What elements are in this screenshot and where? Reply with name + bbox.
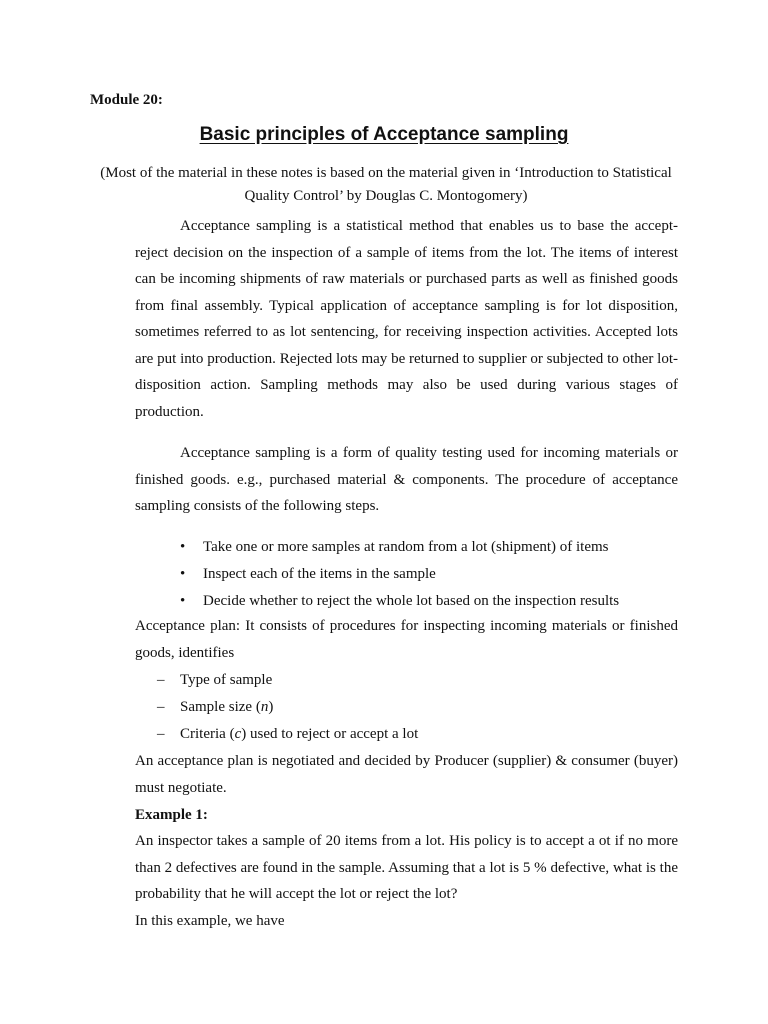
criteria-suffix: ) used to reject or accept a lot <box>241 726 419 742</box>
source-note: (Most of the material in these notes is based on the material given in ‘Introduction to Statistical Quality Control’ by Douglas C. Montogomery) <box>100 165 672 204</box>
sample-size-prefix: Sample size ( <box>180 699 261 715</box>
list-item: • Inspect each of the items in the sample <box>180 561 700 588</box>
criteria-prefix: Criteria ( <box>180 726 235 742</box>
list-item <box>157 721 677 748</box>
list-item: – Type of sample <box>157 667 677 694</box>
list-item: • Decide whether to reject the whole lot based on the inspection results <box>180 588 700 615</box>
procedure-paragraph: Acceptance sampling is a form of quality testing used for incoming materials or finished goods. e.g., purchased material & components. The procedure of acceptance sampling consists of the following steps. <box>135 445 678 514</box>
sample-size-symbol: n <box>260 699 269 715</box>
list-item: • Take one or more samples at random from a lot (shipment) of items <box>180 534 700 561</box>
list-item <box>157 694 677 721</box>
sample-size-suffix: ) <box>268 699 274 715</box>
example-text: An inspector takes a sample of 20 items from a lot. His policy is to accept a ot if no more than 2 defectives are found in the sample. Assuming that a lot is 5 % defective, what is the probability that he will accept the lot or reject the lot? <box>135 833 678 902</box>
module-label: Module 20: <box>90 92 163 108</box>
plan-items-list <box>157 667 677 748</box>
criteria-symbol: c <box>234 726 242 742</box>
example-lead-text: In this example, we have <box>135 913 285 929</box>
steps-list <box>180 534 700 615</box>
negotiation-text: An acceptance plan is negotiated and decided by Producer (supplier) & consumer (buyer) must negotiate. <box>135 753 678 796</box>
example-heading: Example 1: <box>135 807 208 823</box>
acceptance-plan-text: Acceptance plan: It consists of procedures for inspecting incoming materials or finished goods, identifies <box>135 618 678 661</box>
page-title: Basic principles of Acceptance sampling <box>199 124 569 145</box>
intro-paragraph: Acceptance sampling is a statistical method that enables us to base the accept-reject decision on the inspection of a sample of items from the lot. The items of interest can be incoming shipments of raw materials or purchased parts as well as finished goods from final assembly. Typical application of acceptance sampling is for lot disposition, sometimes referred to as lot sentencing, for receiving inspection activities. Accepted lots are put into production. Rejected lots may be returned to supplier or subjected to other lot-disposition action. Sampling methods may also be used during various stages of production. <box>135 218 678 420</box>
